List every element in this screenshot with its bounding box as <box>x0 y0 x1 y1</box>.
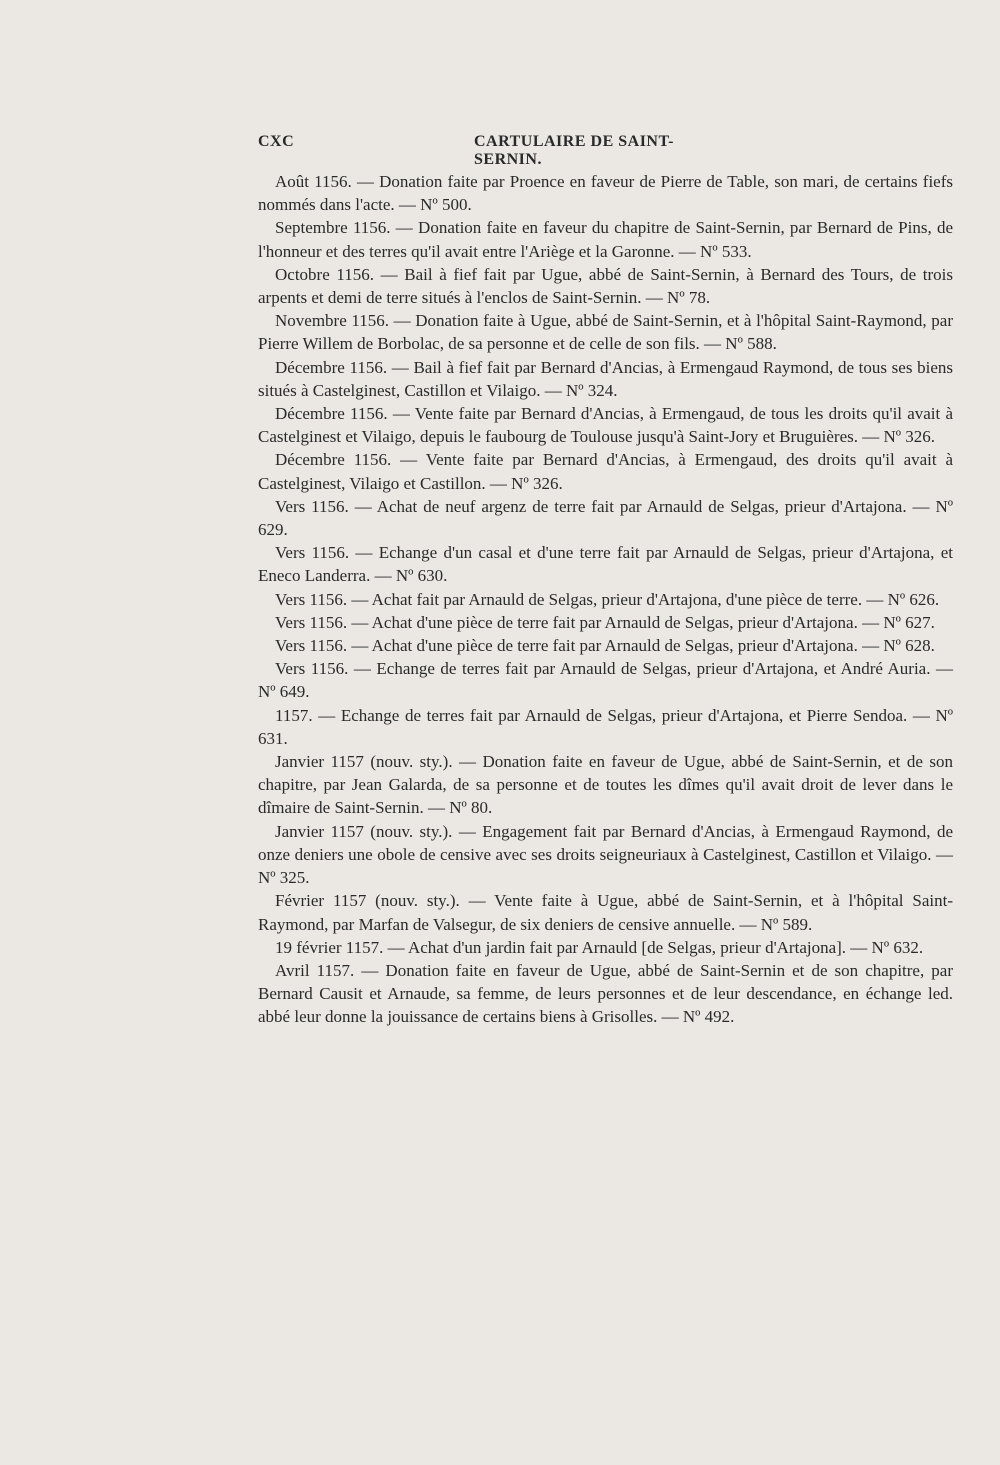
running-header <box>258 133 738 168</box>
entry-7: Décembre 1156. — Vente faite par Bernard d'Ancias, à Ermengaud, des droits qu'il avait à Castelginest, Vilaigo et Castillon. — Nº 326. <box>258 450 953 493</box>
entry-14: 1157. — Echange de terres fait par Arnauld de Selgas, prieur d'Artajona, et Pierre Sendoa. — Nº 631. <box>258 705 953 748</box>
entry-11: Vers 1156. — Achat d'une pièce de terre fait par Arnauld de Selgas, prieur d'Artajona. — Nº 627. <box>275 612 935 632</box>
entry-19: Avril 1157. — Donation faite en faveur de Ugue, abbé de Saint-Sernin et de son chapitre, par Bernard Causit et Arnaude, sa femme, de leurs personnes et de leur descendance, en échange led. abbé leur donne la jouissance de certains biens à Grisolles. — Nº 492. <box>258 960 953 1027</box>
entry-5: Décembre 1156. — Bail à fief fait par Bernard d'Ancias, à Ermengaud Raymond, de tous ses biens situés à Castelginest, Castillon et Vilaigo. — Nº 324. <box>258 357 953 400</box>
entry-10: Vers 1156. — Achat fait par Arnauld de Selgas, prieur d'Artajona, d'une pièce de terre. — Nº 626. <box>275 589 940 609</box>
running-title: CARTULAIRE DE SAINT-SERNIN. <box>474 133 674 168</box>
entry-15: Janvier 1157 (nouv. sty.). — Donation faite en faveur de Ugue, abbé de Saint-Sernin, et de son chapitre, par Jean Galarda, de sa personne et de toutes les dîmes qu'il avait droit de lever dans le dîmaire de Saint-Sernin. — Nº 80. <box>258 752 953 818</box>
entry-17: Février 1157 (nouv. sty.). — Vente faite à Ugue, abbé de Saint-Sernin, et à l'hôpital Saint-Raymond, par Marfan de Valsegur, de six deniers de censive annuelle. — Nº 589. <box>258 891 953 934</box>
entry-3: Octobre 1156. — Bail à fief fait par Ugue, abbé de Saint-Sernin, à Bernard des Tours, de trois arpents et demi de terre situés à l'enclos de Saint-Sernin. — Nº 78. <box>258 264 953 308</box>
entry-8: Vers 1156. — Achat de neuf argenz de terre fait par Arnauld de Selgas, prieur d'Artajona. — Nº 629. <box>258 496 953 540</box>
entries-list <box>258 170 953 1029</box>
entry-18: 19 février 1157. — Achat d'un jardin fait par Arnauld [de Selgas, prieur d'Artajona]. — Nº 632. <box>275 937 924 957</box>
entry-12: Vers 1156. — Achat d'une pièce de terre fait par Arnauld de Selgas, prieur d'Artajona. — Nº 628. <box>275 636 935 656</box>
entry-4: Novembre 1156. — Donation faite à Ugue, abbé de Saint-Sernin, et à l'hôpital Saint-Raymond, par Pierre Willem de Borbolac, de sa personne et de celle de son fils. — Nº 588. <box>258 311 953 354</box>
entry-13: Vers 1156. — Echange de terres fait par Arnauld de Selgas, prieur d'Artajona, et André Auria. — Nº 649. <box>258 659 953 702</box>
entry-9: Vers 1156. — Echange d'un casal et d'une terre fait par Arnauld de Selgas, prieur d'Artajona, et Eneco Landerra. — Nº 630. <box>258 543 953 586</box>
page-number: CXC <box>258 133 295 150</box>
entry-16: Janvier 1157 (nouv. sty.). — Engagement fait par Bernard d'Ancias, à Ermengaud Raymond, de onze deniers une obole de censive avec ses droits seigneuriaux à Castelginest, Castillon et Vilaigo. — Nº 325. <box>258 821 953 888</box>
entry-2: Septembre 1156. — Donation faite en faveur du chapitre de Saint-Sernin, par Bernard de Pins, de l'honneur et des terres qu'il avait entre l'Ariège et la Garonne. — Nº 533. <box>258 218 953 261</box>
entry-1: Août 1156. — Donation faite par Proence en faveur de Pierre de Table, son mari, de certains fiefs nommés dans l'acte. — Nº 500. <box>258 172 953 215</box>
entry-6: Décembre 1156. — Vente faite par Bernard d'Ancias, à Ermengaud, de tous les droits qu'il avait à Castelginest et Vilaigo, depuis le faubourg de Toulouse jusqu'à Saint-Jory et Bruguières. — Nº 326. <box>258 404 953 447</box>
